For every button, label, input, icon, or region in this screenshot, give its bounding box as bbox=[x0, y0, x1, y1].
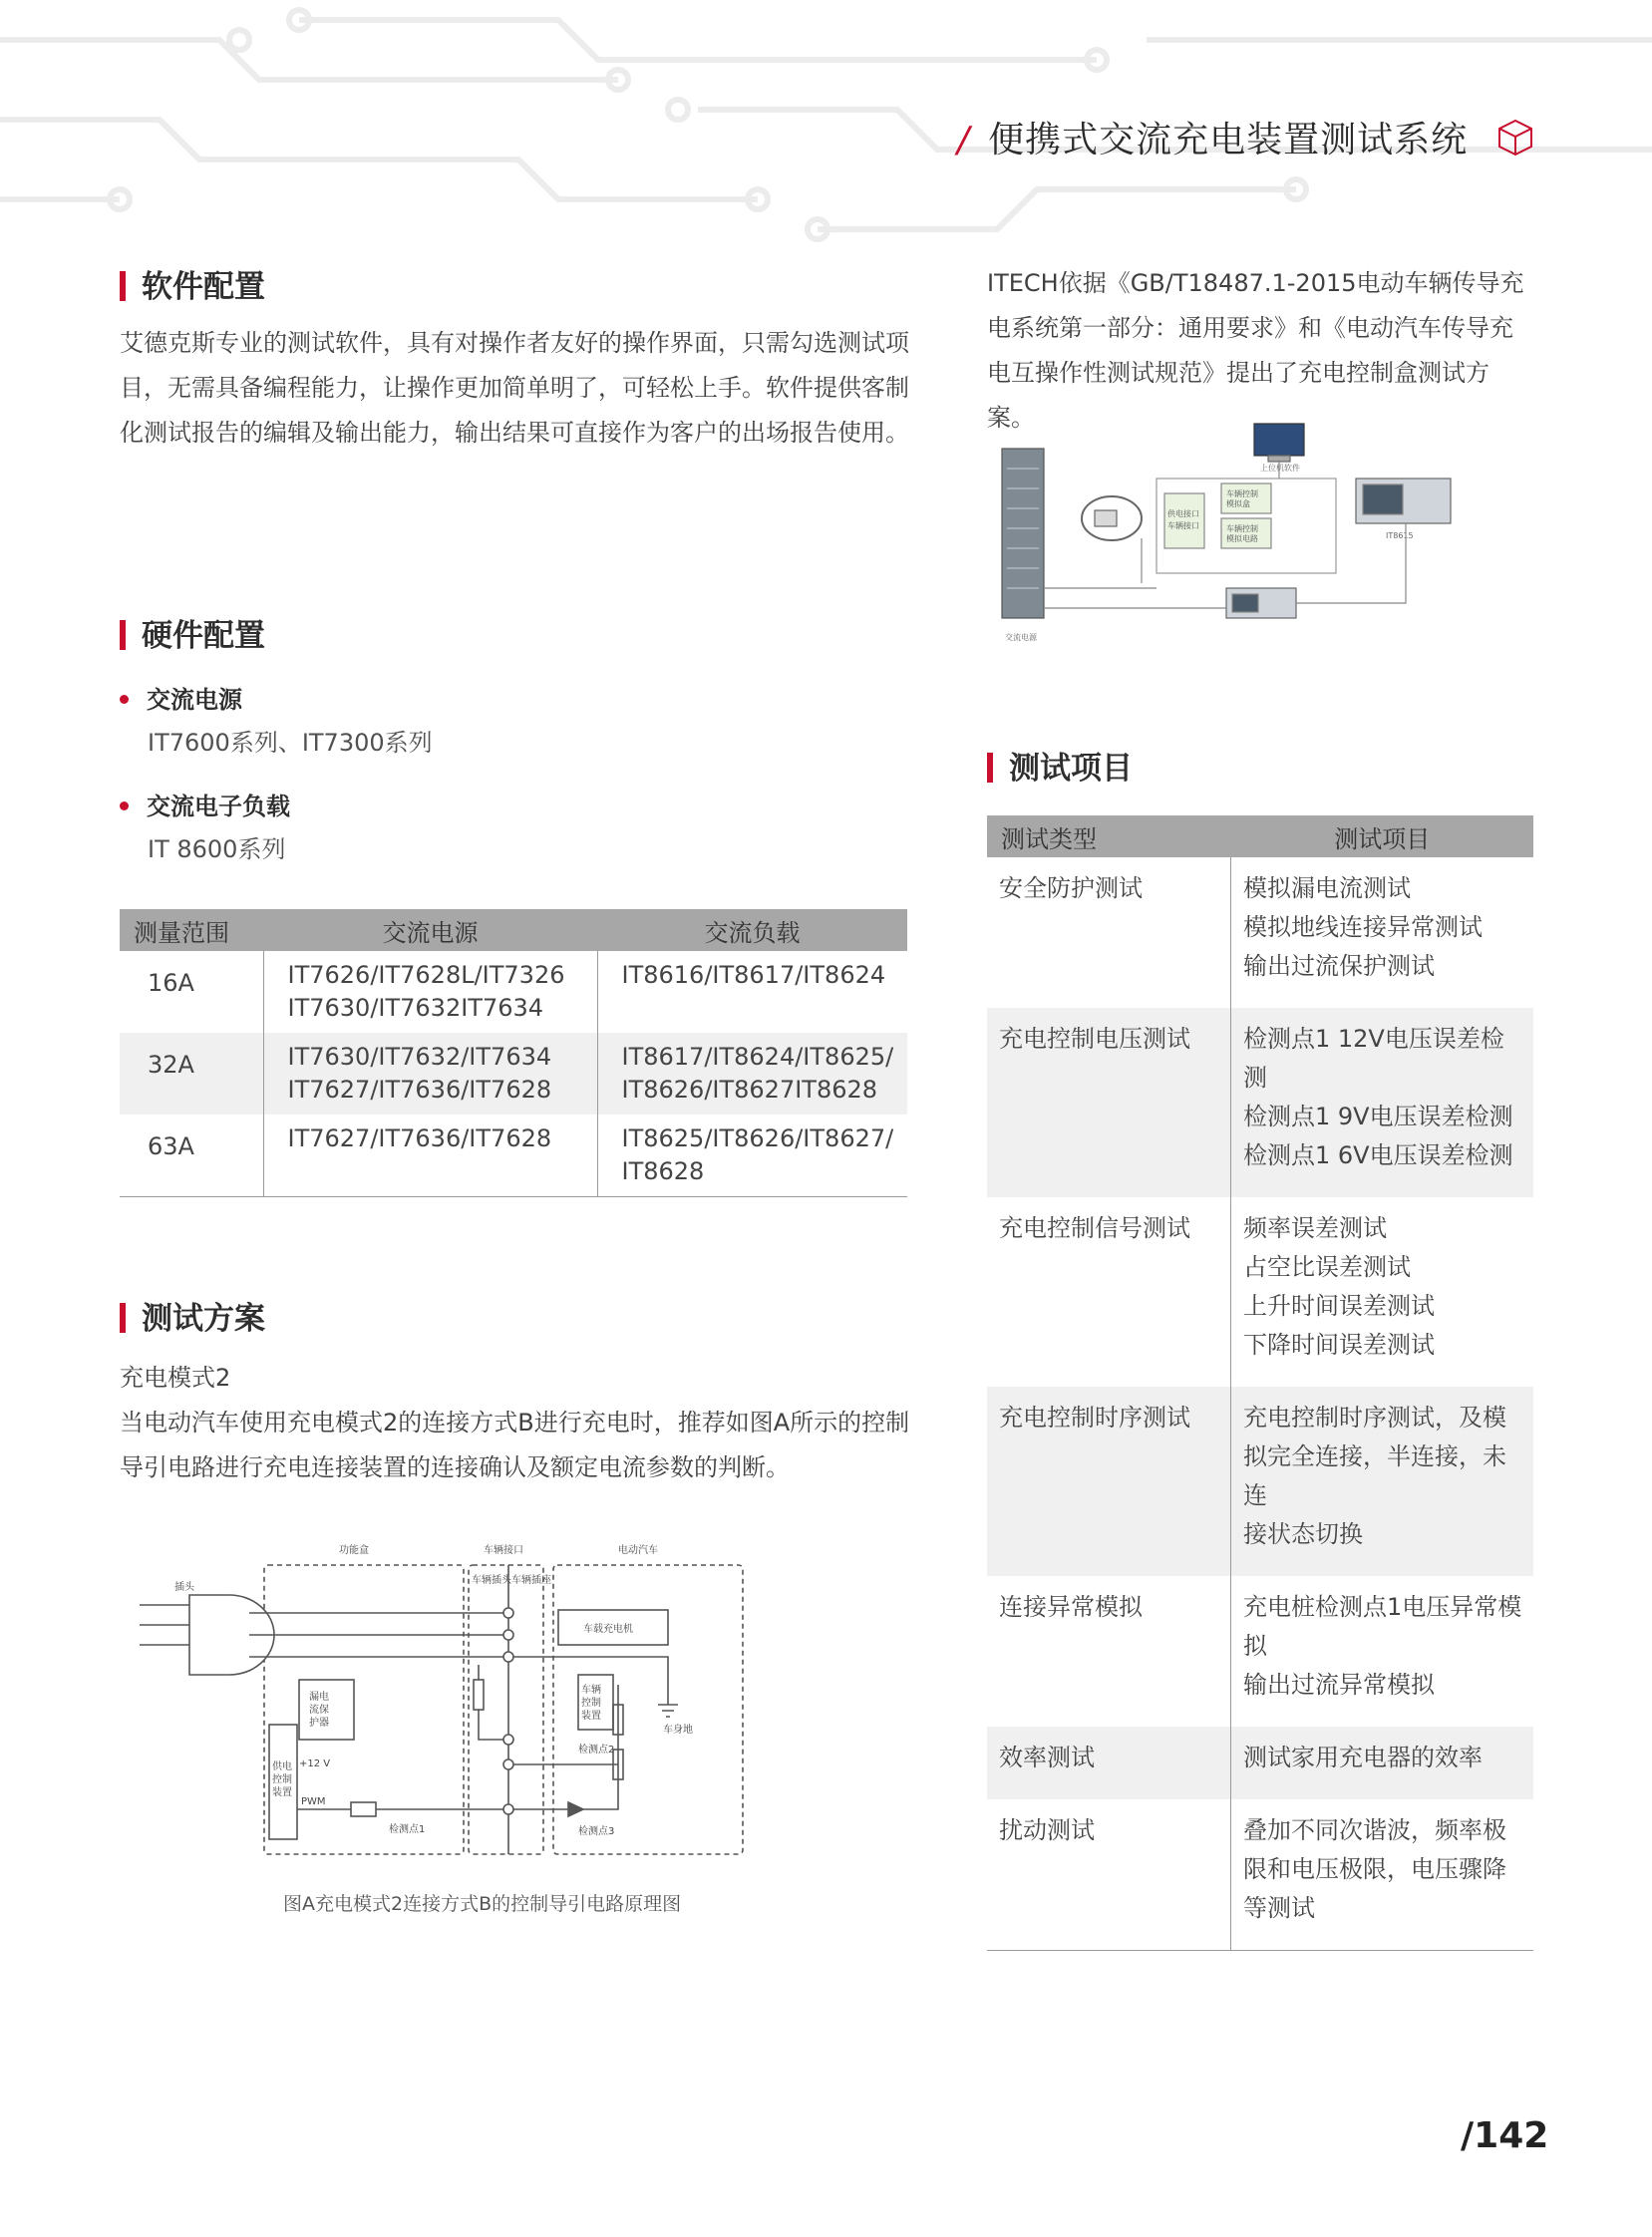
load-cell: IT8616/IT8617/IT8624 bbox=[597, 951, 907, 1033]
svg-text:装置: 装置 bbox=[581, 1711, 601, 1722]
hardware-item-ac-source-models: IT7600系列、IT7300系列 bbox=[148, 729, 433, 757]
test-items-cell: 充电控制时序测试，及模 拟完全连接，半连接，未连 接状态切换 bbox=[1231, 1387, 1534, 1576]
range-cell: 63A bbox=[120, 1115, 263, 1197]
test-scheme-text: 当电动汽车使用充电模式2的连接方式B进行充电时，推荐如图A所示的控制导引电路进行充电连接装置的连接确认及额定电流参数的判断。 bbox=[120, 1409, 910, 1481]
svg-text:供电接口: 供电接口 bbox=[1167, 509, 1199, 518]
svg-text:车载充电机: 车载充电机 bbox=[583, 1624, 633, 1635]
svg-text:模拟盒: 模拟盒 bbox=[1226, 499, 1250, 508]
test-items-cell: 检测点1 12V电压误差检测 检测点1 9V电压误差检测 检测点1 6V电压误差检测 bbox=[1231, 1008, 1534, 1197]
load-cell: IT8625/IT8626/IT8627/ IT8628 bbox=[597, 1115, 907, 1197]
svg-text:车辆插头: 车辆插头 bbox=[472, 1575, 511, 1586]
svg-text:漏电: 漏电 bbox=[309, 1692, 329, 1703]
table-header: 测试类型 bbox=[987, 815, 1231, 857]
source-cell: IT7627/IT7636/IT7628 bbox=[263, 1115, 597, 1197]
svg-text:车辆接口: 车辆接口 bbox=[484, 1545, 523, 1556]
figure-caption: 图A充电模式2连接方式B的控制导引电路原理图 bbox=[283, 1893, 682, 1915]
hardware-item-ac-load-models: IT 8600系列 bbox=[148, 835, 286, 863]
test-items-cell: 频率误差测试 占空比误差测试 上升时间误差测试 下降时间误差测试 bbox=[1231, 1197, 1534, 1387]
table-header: 测量范围 bbox=[120, 909, 263, 951]
test-scheme-mode: 充电模式2 bbox=[120, 1364, 231, 1392]
page-number: /142 bbox=[1461, 2115, 1549, 2156]
range-cell: 16A bbox=[148, 969, 194, 997]
test-type-cell: 扰动测试 bbox=[987, 1799, 1231, 1951]
svg-text:控制: 控制 bbox=[581, 1698, 601, 1709]
svg-text:车辆控制: 车辆控制 bbox=[1226, 489, 1258, 498]
cube-outline-icon bbox=[1495, 118, 1535, 158]
range-cell: 32A bbox=[120, 1033, 263, 1115]
test-type-cell: 安全防护测试 bbox=[999, 874, 1143, 902]
svg-text:检测点1: 检测点1 bbox=[389, 1824, 426, 1835]
hardware-config-heading: 硬件配置 bbox=[120, 610, 265, 655]
table-row bbox=[987, 1576, 1533, 1727]
svg-text:流保: 流保 bbox=[309, 1705, 329, 1716]
table-row bbox=[987, 1197, 1533, 1387]
test-system-setup-diagram bbox=[987, 419, 1466, 653]
test-items-cell: 叠加不同次谐波，频率极 限和电压极限，电压骤降 等测试 bbox=[1231, 1799, 1534, 1951]
svg-text:检测点3: 检测点3 bbox=[578, 1826, 615, 1837]
svg-text:检测点2: 检测点2 bbox=[578, 1745, 615, 1756]
svg-text:供电: 供电 bbox=[272, 1761, 292, 1772]
table-header: 测试项目 bbox=[1231, 815, 1534, 857]
test-scheme-heading: 测试方案 bbox=[120, 1293, 265, 1338]
test-type-cell: 充电控制信号测试 bbox=[999, 1214, 1190, 1242]
svg-text:交流电源: 交流电源 bbox=[1005, 633, 1037, 642]
svg-text:上位机软件: 上位机软件 bbox=[1260, 464, 1300, 473]
svg-text:装置: 装置 bbox=[272, 1787, 292, 1798]
source-cell: IT7630/IT7632/IT7634 IT7627/IT7636/IT7628 bbox=[263, 1033, 597, 1115]
source-cell: IT7626/IT7628L/IT7326 IT7630/IT7632IT7634 bbox=[263, 951, 597, 1033]
hardware-item-ac-source: 交流电源 bbox=[120, 680, 242, 715]
svg-text:模拟电路: 模拟电路 bbox=[1226, 534, 1258, 543]
test-items-heading: 测试项目 bbox=[987, 743, 1133, 788]
software-config-text: 艾德克斯专业的测试软件，具有对操作者友好的操作界面，只需勾选测试项目，无需具备编程能力，让操作更加简单明了，可轻松上手。软件提供客制化测试报告的编辑及输出能力，输出结果可直接作为客户的出场报告使用。 bbox=[120, 329, 909, 447]
table-row bbox=[987, 857, 1533, 1008]
svg-text:+12 V: +12 V bbox=[299, 1758, 331, 1769]
svg-text:车辆: 车辆 bbox=[581, 1685, 601, 1696]
test-items-cell: 测试家用充电器的效率 bbox=[1231, 1727, 1534, 1799]
table-row bbox=[987, 1387, 1533, 1576]
svg-text:功能盒: 功能盒 bbox=[339, 1545, 369, 1556]
svg-text:PWM: PWM bbox=[301, 1796, 326, 1807]
table-row bbox=[987, 1727, 1533, 1799]
test-items-table bbox=[987, 815, 1533, 1951]
table-row bbox=[120, 951, 907, 1033]
table-header: 交流负载 bbox=[597, 909, 907, 951]
svg-text:车辆接口: 车辆接口 bbox=[1167, 521, 1199, 530]
svg-text:电动汽车: 电动汽车 bbox=[618, 1545, 658, 1556]
svg-text:护器: 护器 bbox=[309, 1718, 329, 1729]
svg-text:插头: 插头 bbox=[174, 1582, 194, 1593]
test-items-cell: 充电桩检测点1电压异常模拟 输出过流异常模拟 bbox=[1231, 1576, 1534, 1727]
intro-text: ITECH依据《GB/T18487.1-2015电动车辆传导充电系统第一部分：通用要求》和《电动汽车传导充电互操作性测试规范》提出了充电控制盒测试方案。 bbox=[987, 269, 1524, 432]
svg-text:IT8615: IT8615 bbox=[1386, 531, 1414, 540]
hardware-table bbox=[120, 909, 907, 1197]
test-type-cell: 效率测试 bbox=[987, 1727, 1231, 1799]
table-row bbox=[987, 1008, 1533, 1197]
test-type-cell: 连接异常模拟 bbox=[999, 1593, 1143, 1621]
load-cell: IT8617/IT8624/IT8625/ IT8626/IT8627IT8628 bbox=[597, 1033, 907, 1115]
page-header-title: / 便携式交流充电装置测试系统 bbox=[957, 120, 1469, 160]
control-pilot-circuit-diagram bbox=[130, 1535, 827, 1864]
hardware-item-ac-load: 交流电子负载 bbox=[120, 787, 290, 821]
test-items-cell: 模拟漏电流测试 模拟地线连接异常测试 输出过流保护测试 bbox=[1231, 857, 1534, 1008]
test-type-cell: 充电控制时序测试 bbox=[987, 1387, 1231, 1576]
table-row bbox=[120, 1115, 907, 1197]
svg-text:车身地: 车身地 bbox=[663, 1725, 693, 1736]
table-header: 交流电源 bbox=[263, 909, 597, 951]
table-row bbox=[120, 1033, 907, 1115]
test-type-cell: 充电控制电压测试 bbox=[987, 1008, 1231, 1197]
svg-text:车辆插座: 车辆插座 bbox=[511, 1575, 551, 1586]
table-row bbox=[987, 1799, 1533, 1951]
software-config-heading: 软件配置 bbox=[120, 261, 265, 306]
svg-text:车辆控制: 车辆控制 bbox=[1226, 524, 1258, 533]
svg-text:控制: 控制 bbox=[272, 1774, 292, 1785]
